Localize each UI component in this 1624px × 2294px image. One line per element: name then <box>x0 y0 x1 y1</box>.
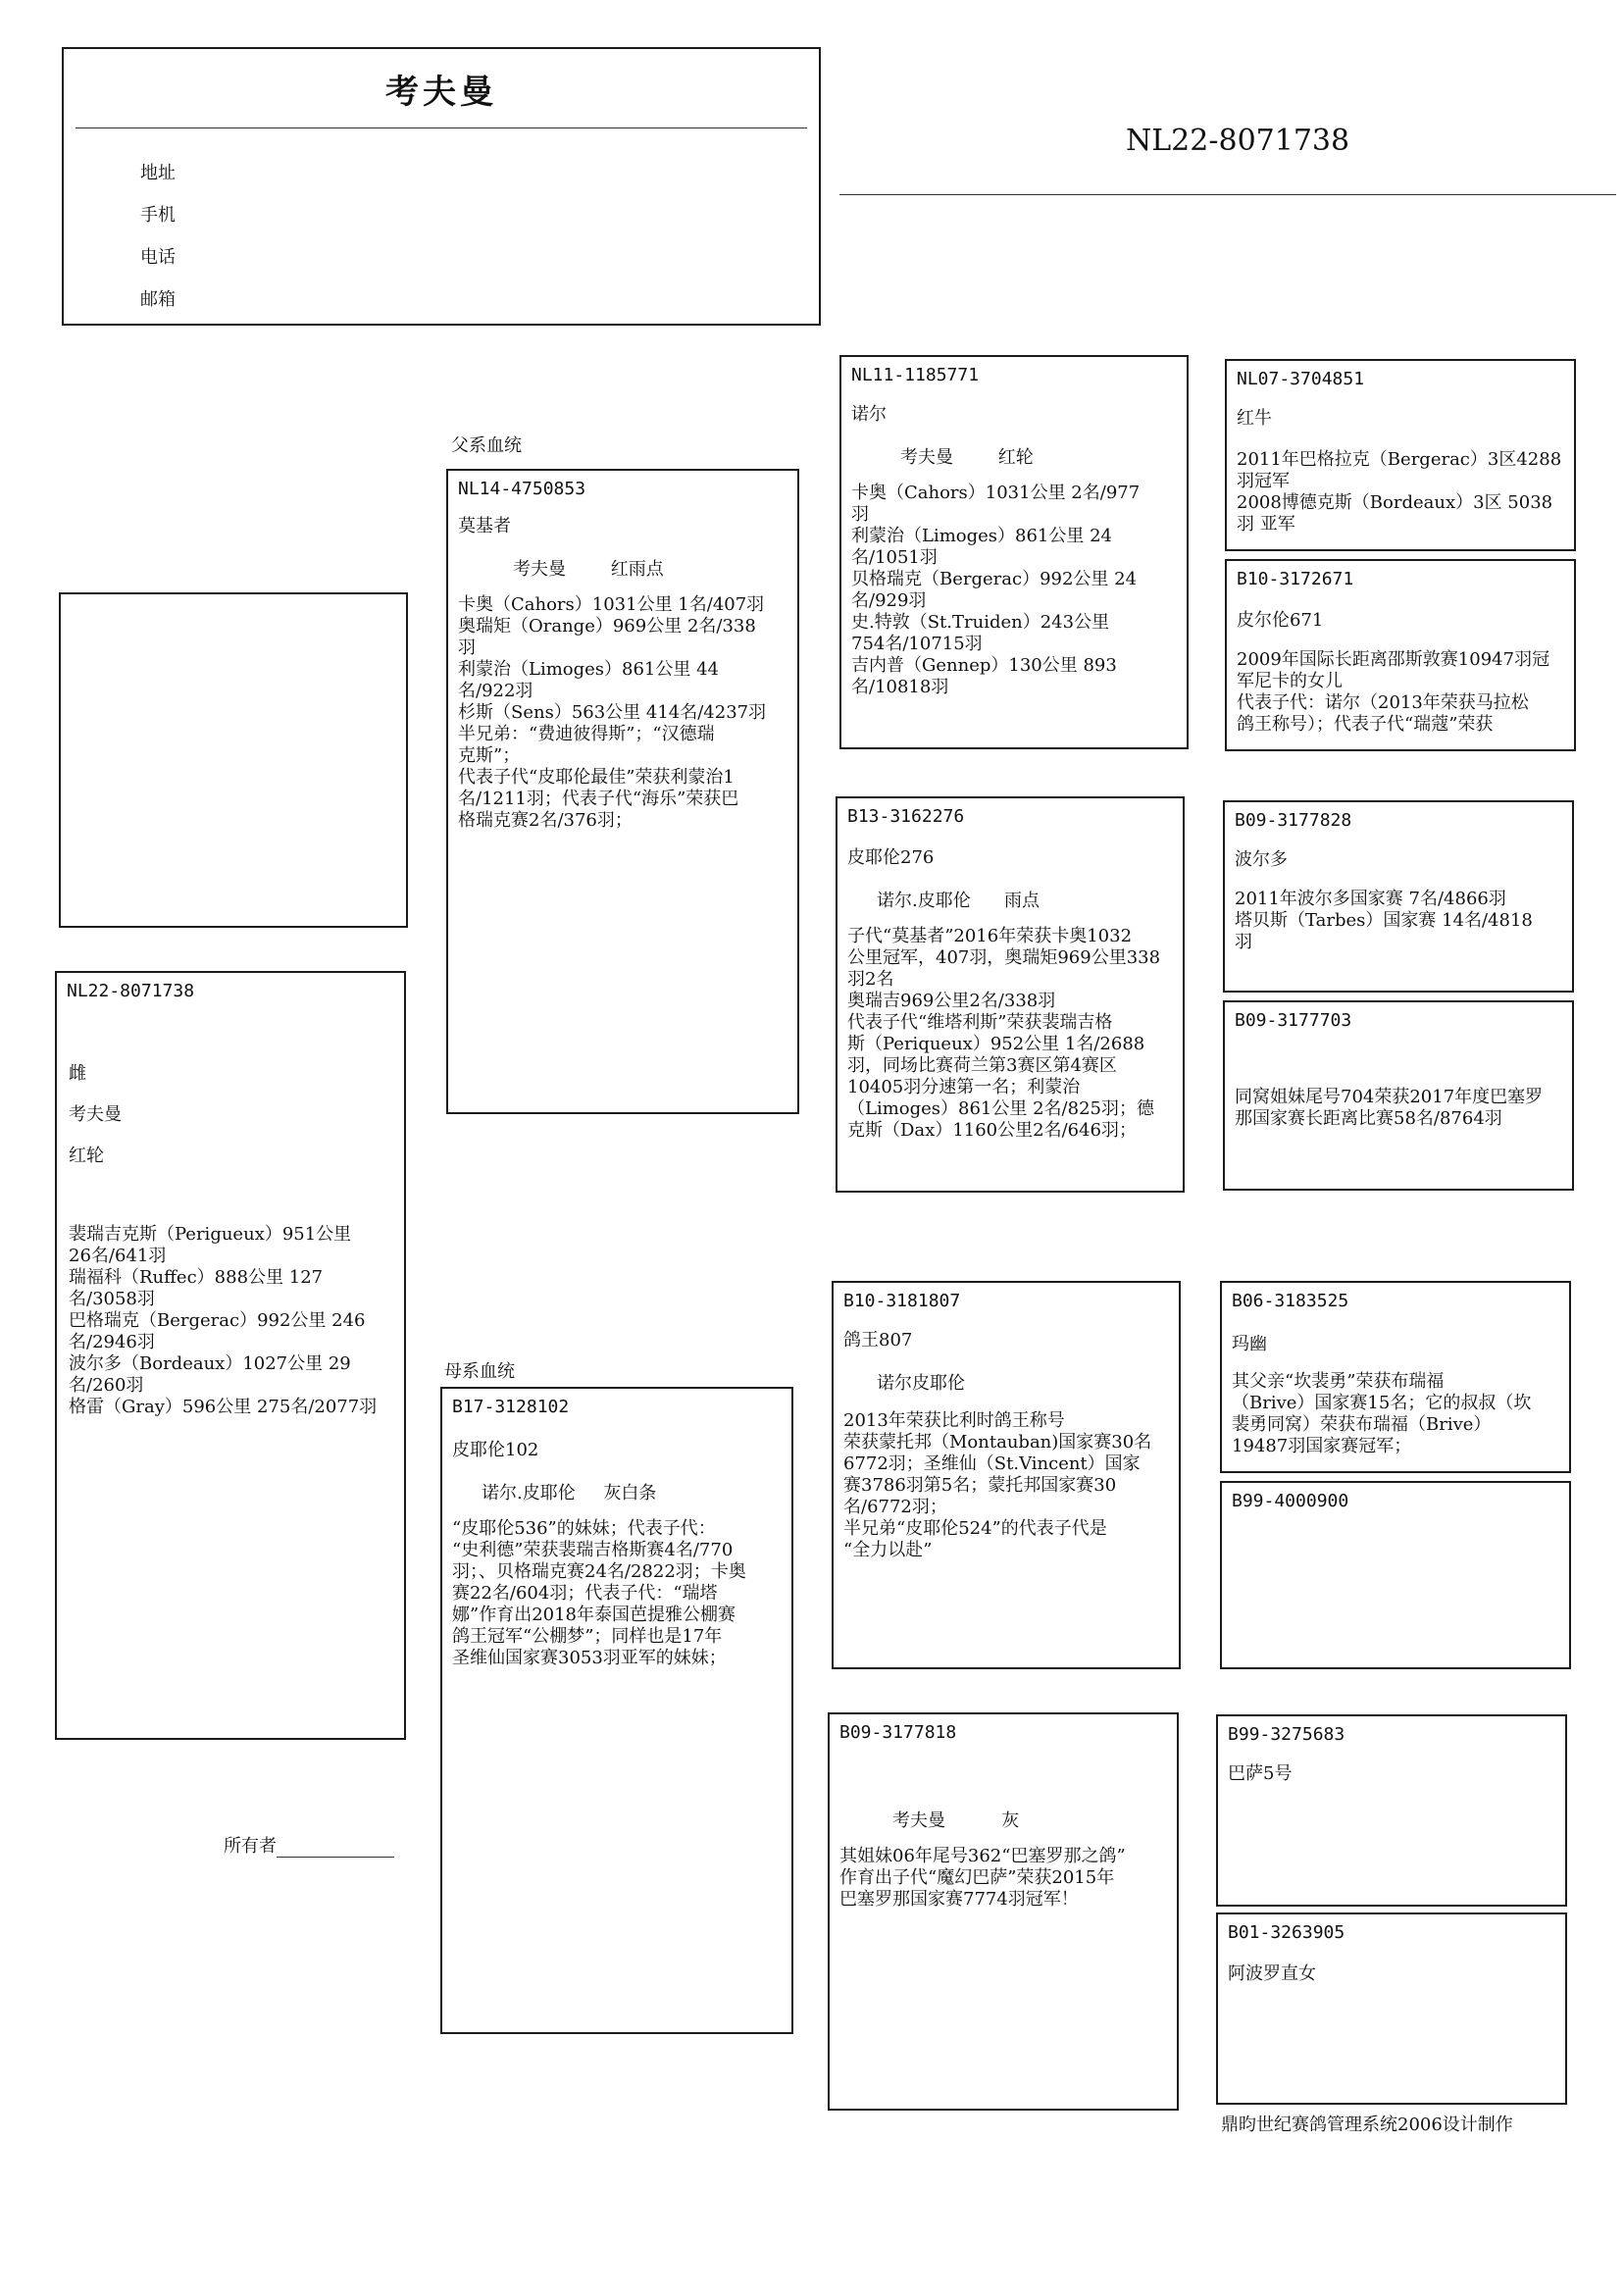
text-line: 巴格瑞克（Bergerac）992公里 246 <box>69 1310 366 1331</box>
text-line: 利蒙治（Limoges）861公里 44 <box>458 659 720 680</box>
text-line: 荣获蒙托邦（Montauban)国家赛30名 <box>843 1432 1152 1453</box>
ssd-ring: B10-3172671 <box>1237 569 1354 589</box>
text-line: 名/1051羽 <box>851 547 938 568</box>
text-line: 半兄弟：“费迪彼得斯”；“汉德瑞 <box>458 724 715 744</box>
dss-ring: B06-3183525 <box>1232 1291 1349 1311</box>
ss-notes <box>851 483 1140 698</box>
owner-label <box>224 1832 394 1858</box>
dds-ring: B99-3275683 <box>1228 1724 1345 1745</box>
ss-breeder-color: 考夫曼 红轮 <box>900 447 1034 468</box>
ds-name: 鸽王807 <box>843 1330 913 1351</box>
text-line: 作育出子代“魔幻巴萨”荣获2015年 <box>839 1867 1115 1888</box>
text-line: （Brive）国家赛15名；它的叔叔（坎 <box>1232 1393 1532 1413</box>
dam-breeder-color: 诺尔.皮耶伦 灰白条 <box>482 1483 657 1504</box>
text-line: 奥瑞吉969公里2名/338羽 <box>847 991 1056 1011</box>
text-line: 卡奥（Cahors）1031公里 2名/977 <box>851 483 1141 503</box>
text-line: 其父亲“坎裴勇”荣获布瑞福 <box>1232 1371 1445 1392</box>
sire-name: 莫基者 <box>458 516 511 536</box>
sire-section-label: 父系血统 <box>451 435 522 456</box>
text-line: 代表子代：诺尔（2013年荣获马拉松 <box>1237 692 1529 713</box>
email-label: 邮箱 <box>140 289 176 310</box>
text-line: 其姐妹06年尾号362“巴塞罗那之鸽” <box>839 1846 1126 1866</box>
dam-name: 皮耶伦102 <box>452 1440 539 1460</box>
sd-notes <box>847 926 1160 1142</box>
sire-notes <box>458 594 766 832</box>
sire-sire-box <box>839 355 1189 749</box>
text-line: 2009年国际长距离邵斯敦赛10947羽冠 <box>1237 649 1550 670</box>
sds-notes <box>1235 889 1533 953</box>
text-line: 2008博德克斯（Bordeaux）3区 5038 <box>1237 492 1553 513</box>
text-line: 塔贝斯（Tarbes）国家赛 14名/4818 <box>1235 910 1533 931</box>
subject-color: 红轮 <box>69 1146 104 1166</box>
dam-section-label: 母系血统 <box>444 1361 515 1382</box>
text-line: 羽，同场比赛荷兰第3赛区第4赛区 <box>847 1055 1117 1076</box>
text-line: 6772羽；圣维仙（St.Vincent）国家 <box>843 1453 1141 1474</box>
subject-sex: 雌 <box>69 1063 86 1084</box>
footer-credit: 鼎昀世纪赛鸽管理系统2006设计制作 <box>1221 2115 1513 2135</box>
text-line: 利蒙治（Limoges）861公里 24 <box>851 526 1113 546</box>
ddd-name: 阿波罗直女 <box>1228 1963 1316 1984</box>
text-line: 羽2名 <box>847 969 894 990</box>
text-line: 羽 <box>458 637 476 658</box>
text-line: 斯（Periqueux）952公里 1名/2688 <box>847 1034 1145 1054</box>
dss-box <box>1220 1281 1571 1473</box>
text-line: 裴勇同窝）荣获布瑞福（Brive） <box>1232 1414 1492 1435</box>
photo-box <box>59 592 408 928</box>
ring-number-title: NL22-8071738 <box>1126 124 1350 158</box>
dss-name: 玛幽 <box>1232 1334 1267 1354</box>
sds-ring: B09-3177828 <box>1235 810 1352 831</box>
sire-dam-box <box>836 796 1185 1193</box>
text-line: 羽 <box>1235 932 1252 952</box>
text-line: 19487羽国家赛冠军； <box>1232 1436 1412 1456</box>
text-line: 娜”作育出2018年泰国芭提雅公棚赛 <box>452 1605 736 1625</box>
text-line: 裴瑞吉克斯（Perigueux）951公里 <box>69 1224 352 1245</box>
text-line: 贝格瑞克（Bergerac）992公里 24 <box>851 569 1138 589</box>
header-divider <box>76 127 807 128</box>
ssd-box <box>1225 559 1576 751</box>
text-line: 格瑞克赛2名/376羽； <box>458 810 633 831</box>
dsd-ring: B99-4000900 <box>1232 1491 1349 1511</box>
sd-name: 皮耶伦276 <box>847 847 935 868</box>
text-line: 2011年波尔多国家赛 7名/4866羽 <box>1235 889 1506 909</box>
owner-header-box <box>62 47 821 326</box>
ds-ring: B10-3181807 <box>843 1291 961 1311</box>
text-line: 2011年巴格拉克（Bergerac）3区4288 <box>1237 449 1562 470</box>
text-line: 2013年荣获比利时鸽王称号 <box>843 1410 1065 1431</box>
text-line: 名/3058羽 <box>69 1289 155 1309</box>
sds-name: 波尔多 <box>1235 849 1288 870</box>
text-line: 子代“莫基者”2016年荣获卡奥1032 <box>847 926 1133 946</box>
address-label: 地址 <box>140 163 176 183</box>
text-line: 圣维仙国家赛3053羽亚军的妹妹； <box>452 1648 727 1668</box>
dam-box <box>440 1387 793 2034</box>
text-line: 10405羽分速第一名；利蒙治 <box>847 1077 1081 1097</box>
ds-notes <box>843 1410 1151 1561</box>
mobile-label: 手机 <box>140 205 176 226</box>
subject-ring: NL22-8071738 <box>67 981 195 1001</box>
text-line: 奥瑞矩（Orange）969公里 2名/338 <box>458 616 756 637</box>
sds-box <box>1223 800 1574 993</box>
phone-label: 电话 <box>140 247 176 268</box>
sss-notes <box>1237 449 1561 535</box>
dam-dam-box <box>828 1712 1179 2111</box>
text-line: 鸽王冠军“公棚梦”；同样也是17年 <box>452 1626 723 1647</box>
ring-number-rule <box>839 194 1616 195</box>
dd-notes <box>839 1846 1126 1911</box>
text-line: 史.特敦（St.Truiden）243公里 <box>851 612 1110 633</box>
text-line: 754名/10715羽 <box>851 634 983 654</box>
dsd-box <box>1220 1481 1571 1669</box>
text-line: 半兄弟“皮耶伦524”的代表子代是 <box>843 1518 1107 1539</box>
dd-breeder-color: 考夫曼 灰 <box>892 1810 1020 1831</box>
sss-ring: NL07-3704851 <box>1237 369 1365 389</box>
subject-breeder: 考夫曼 <box>69 1104 122 1125</box>
sdd-notes <box>1235 1087 1543 1130</box>
text-line: 杉斯（Sens）563公里 414名/4237羽 <box>458 702 767 723</box>
text-line: 名/1211羽；代表子代“海乐”荣获巴 <box>458 789 739 809</box>
ss-name: 诺尔 <box>851 404 887 425</box>
owner-signature-line <box>277 1841 394 1858</box>
text-line: 26名/641羽 <box>69 1246 167 1266</box>
ssd-name: 皮尔伦671 <box>1237 610 1324 631</box>
sss-name: 红牛 <box>1237 408 1272 429</box>
text-line: 波尔多（Bordeaux）1027公里 29 <box>69 1353 351 1374</box>
text-line: 羽；、贝格瑞克赛24名/2822羽；卡奥 <box>452 1561 746 1582</box>
text-line: （Limoges）861公里 2名/825羽；德 <box>847 1098 1154 1119</box>
dds-box <box>1216 1714 1567 1907</box>
sdd-box <box>1223 1000 1574 1191</box>
text-line: 赛22名/604羽；代表子代：“瑞塔 <box>452 1583 718 1604</box>
subject-results <box>69 1224 377 1418</box>
text-line: 格雷（Gray）596公里 275名/2077羽 <box>69 1397 378 1417</box>
text-line: “皮耶伦536”的妹妹；代表子代： <box>452 1518 716 1539</box>
owner-label-text: 所有者 <box>224 1836 277 1857</box>
text-line: 名/260羽 <box>69 1375 144 1396</box>
sss-box <box>1225 359 1576 551</box>
text-line: 名/2946羽 <box>69 1332 155 1352</box>
dss-notes <box>1232 1371 1531 1457</box>
dam-ring: B17-3128102 <box>452 1397 570 1417</box>
dam-notes <box>452 1518 746 1669</box>
text-line: 名/6772羽； <box>843 1497 947 1517</box>
sd-ring: B13-3162276 <box>847 806 965 827</box>
text-line: 军尼卡的女儿 <box>1237 671 1343 691</box>
text-line: “全力以赴” <box>843 1540 933 1560</box>
text-line: 卡奥（Cahors）1031公里 1名/407羽 <box>458 594 765 615</box>
sire-breeder-color: 考夫曼 红雨点 <box>513 559 664 580</box>
text-line: 那国家赛长距离比赛58名/8764羽 <box>1235 1108 1502 1129</box>
text-line: 克斯（Dax）1160公里2名/646羽； <box>847 1120 1137 1141</box>
text-line: 羽冠军 <box>1237 471 1290 491</box>
text-line: 名/10818羽 <box>851 677 949 697</box>
dds-name: 巴萨5号 <box>1228 1763 1293 1784</box>
text-line: “史利德”荣获裴瑞吉格斯赛4名/770 <box>452 1540 734 1560</box>
text-line: 名/922羽 <box>458 681 533 701</box>
sire-box <box>446 469 799 1114</box>
subject-box <box>55 971 406 1740</box>
ds-breeder-color: 诺尔皮耶伦 <box>877 1373 965 1394</box>
ddd-ring: B01-3263905 <box>1228 1922 1345 1943</box>
owner-name: 考夫曼 <box>385 73 497 112</box>
text-line: 名/929羽 <box>851 590 927 611</box>
text-line: 鸽王称号）；代表子代“瑞蔻”荣获 <box>1237 714 1494 735</box>
text-line: 瑞福科（Ruffec）888公里 127 <box>69 1267 324 1288</box>
dd-ring: B09-3177818 <box>839 1722 957 1743</box>
text-line: 羽 <box>851 504 869 525</box>
sire-ring: NL14-4750853 <box>458 479 586 499</box>
text-line: 羽 亚军 <box>1237 514 1295 535</box>
ddd-box <box>1216 1912 1567 2105</box>
ss-ring: NL11-1185771 <box>851 365 980 385</box>
text-line: 克斯”； <box>458 745 521 766</box>
ssd-notes <box>1237 649 1549 736</box>
sd-breeder-color: 诺尔.皮耶伦 雨点 <box>877 891 1040 911</box>
text-line: 巴塞罗那国家赛7774羽冠军！ <box>839 1889 1079 1910</box>
dam-sire-box <box>832 1281 1181 1669</box>
sdd-ring: B09-3177703 <box>1235 1010 1352 1031</box>
text-line: 赛3786羽第5名；蒙托邦国家赛30 <box>843 1475 1117 1496</box>
text-line: 代表子代“维塔利斯”荣获裴瑞吉格 <box>847 1012 1113 1033</box>
text-line: 公里冠军，407羽，奥瑞矩969公里338 <box>847 947 1161 968</box>
text-line: 同窝姐妹尾号704荣获2017年度巴塞罗 <box>1235 1087 1544 1107</box>
text-line: 代表子代“皮耶伦最佳”荣获利蒙治1 <box>458 767 735 788</box>
text-line: 吉内普（Gennep）130公里 893 <box>851 655 1117 676</box>
